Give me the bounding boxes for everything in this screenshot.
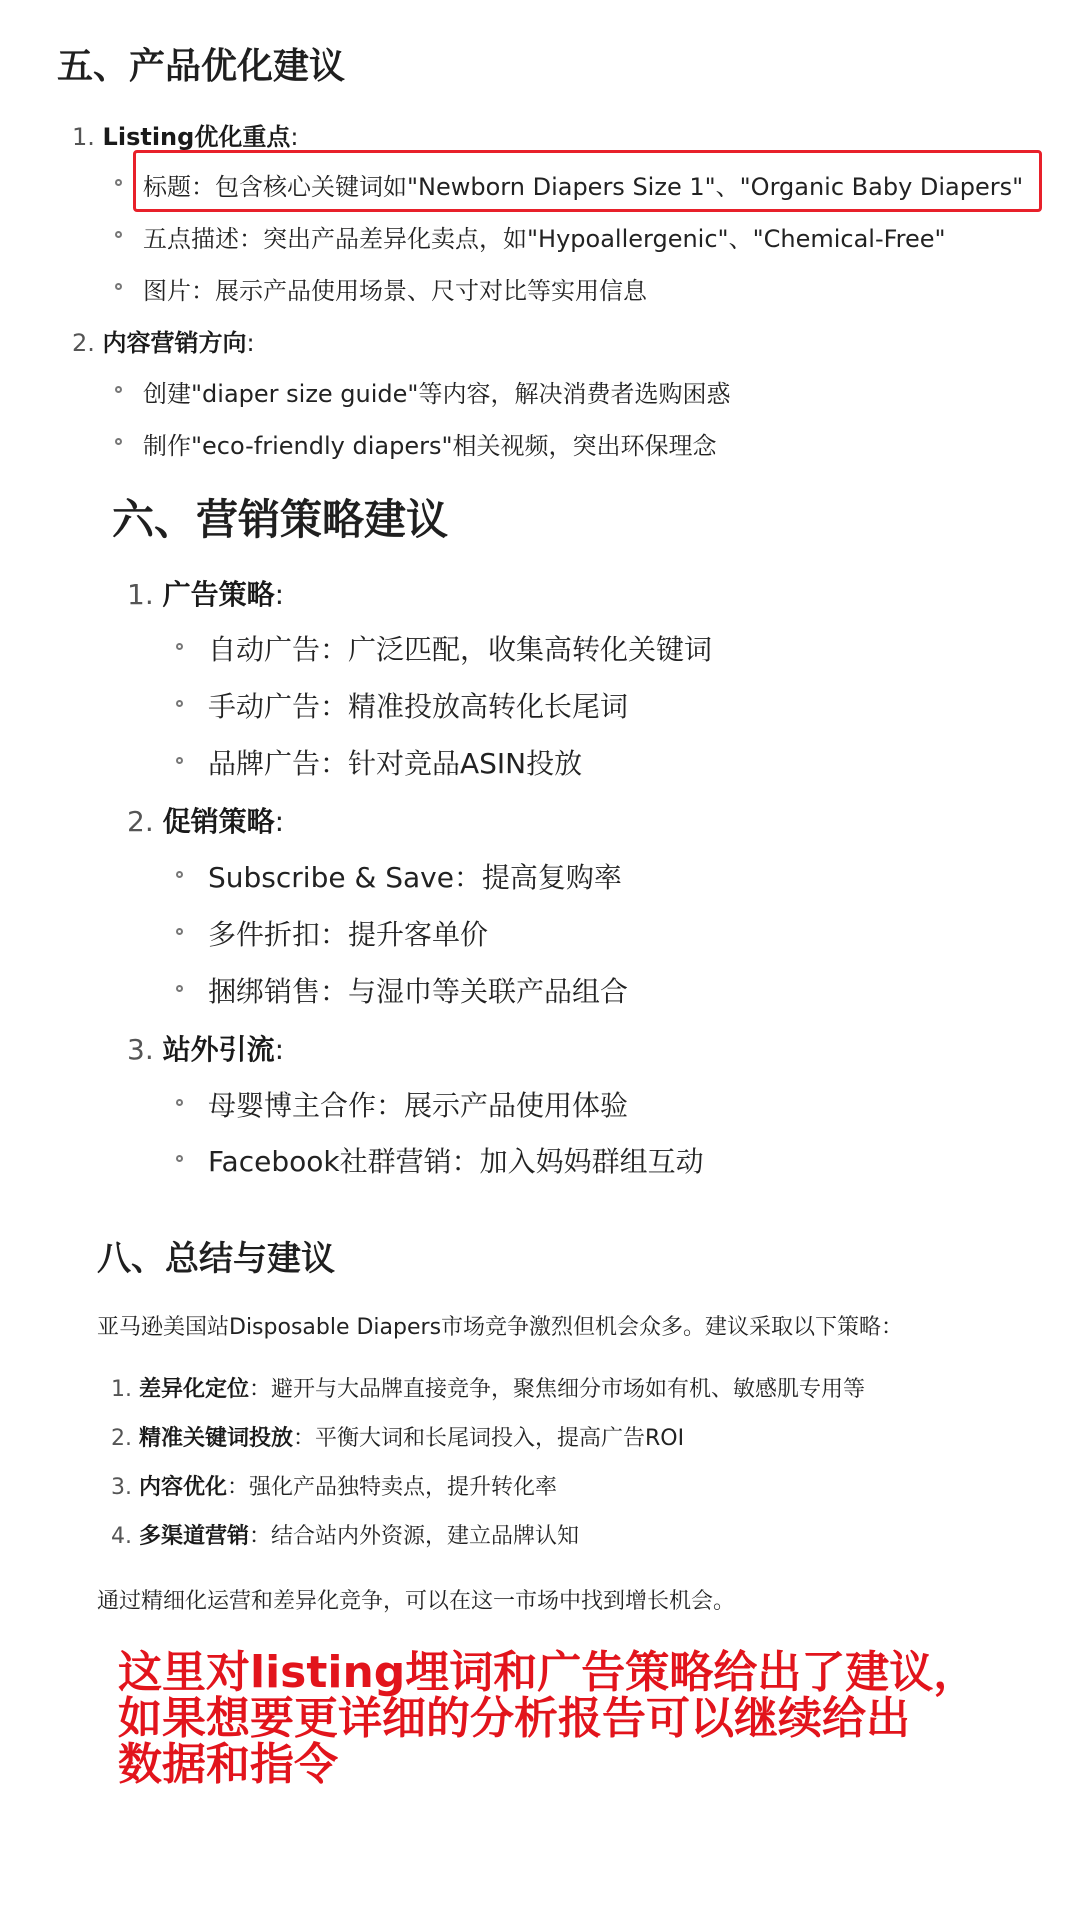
item-label: 内容优化 (139, 1475, 228, 1500)
section8-conclusion: 通过精细化运营和差异化竞争，可以在这一市场中找到增长机会。 (97, 1589, 736, 1614)
section5-item-2: 2. 内容营销方向: (72, 329, 255, 357)
annotation-line: 如果想要更详细的分析报告可以继续给出 (118, 1693, 910, 1744)
list-item: 捆绑销售：与湿巾等关联产品组合 (208, 975, 629, 1008)
list-item: 1. 差异化定位：避开与大品牌直接竞争，聚焦细分市场如有机、敏感肌专用等 (111, 1377, 866, 1402)
bullet-icon (176, 757, 183, 764)
section5-item-1: 1. Listing优化重点: (72, 123, 299, 151)
list-item: 母婴博主合作：展示产品使用体验 (208, 1089, 629, 1122)
annotation-line: 数据和指令 (118, 1739, 338, 1790)
bullet-icon (176, 985, 183, 992)
item-label: Listing优化重点 (102, 123, 291, 151)
item-number: 2. (127, 805, 154, 838)
bullet-icon (176, 1099, 183, 1106)
bullet-icon (115, 231, 122, 238)
item-label: 内容营销方向 (102, 329, 247, 357)
list-item: 4. 多渠道营销：结合站内外资源，建立品牌认知 (111, 1524, 580, 1549)
item-number: 3. (127, 1033, 154, 1066)
item-label: 精准关键词投放 (139, 1426, 294, 1451)
list-item: 自动广告：广泛匹配，收集高转化关键词 (208, 633, 713, 666)
bullet-icon (176, 928, 183, 935)
section6-title: 六、营销策略建议 (112, 495, 449, 544)
list-item: Subscribe & Save：提高复购率 (208, 861, 622, 894)
annotation-note (118, 1647, 1018, 1790)
item-label: 促销策略 (162, 805, 275, 838)
list-item: 图片：展示产品使用场景、尺寸对比等实用信息 (143, 277, 647, 305)
list-item: 多件折扣：提升客单价 (208, 918, 489, 951)
list-item: 手动广告：精准投放高转化长尾词 (208, 690, 629, 723)
section6-item-2: 2. 促销策略: (127, 805, 285, 838)
item-label: 差异化定位 (139, 1377, 250, 1402)
highlight-box (133, 150, 1042, 212)
list-item: 2. 精准关键词投放：平衡大词和长尾词投入，提高广告ROI (111, 1426, 685, 1451)
annotation-line: 这里对listing埋词和广告策略给出了建议， (118, 1647, 978, 1698)
item-number: 1. (127, 578, 154, 611)
section8-intro: 亚马逊美国站Disposable Diapers市场竞争激烈但机会众多。建议采取以下策略： (97, 1315, 904, 1340)
section5-title: 五、产品优化建议 (57, 46, 346, 87)
item-label: 站外引流 (162, 1033, 275, 1066)
item-number: 2. (72, 329, 95, 357)
list-item: 标题：包含核心关键词如"Newborn Diapers Size 1"、"Organic Baby Diapers" (143, 173, 1024, 201)
bullet-icon (176, 700, 183, 707)
bullet-icon (176, 871, 183, 878)
list-item: 3. 内容优化：强化产品独特卖点，提升转化率 (111, 1475, 558, 1500)
section8-title: 八、总结与建议 (97, 1239, 335, 1279)
bullet-icon (176, 1155, 183, 1162)
section6-item-3: 3. 站外引流: (127, 1033, 285, 1066)
list-item: 制作"eco-friendly diapers"相关视频，突出环保理念 (143, 432, 717, 460)
bullet-icon (115, 438, 122, 445)
bullet-icon (176, 643, 183, 650)
section6-item-1: 1. 广告策略: (127, 578, 285, 611)
list-item: 品牌广告：针对竞品ASIN投放 (208, 747, 583, 780)
list-item: 创建"diaper size guide"等内容，解决消费者选购困惑 (143, 380, 731, 408)
item-number: 1. (72, 123, 95, 151)
bullet-icon (115, 179, 122, 186)
bullet-icon (115, 386, 122, 393)
list-item: Facebook社群营销：加入妈妈群组互动 (208, 1145, 704, 1178)
list-item: 五点描述：突出产品差异化卖点，如"Hypoallergenic"、"Chemical-Free" (143, 225, 946, 253)
item-label: 多渠道营销 (139, 1524, 250, 1549)
bullet-icon (115, 283, 122, 290)
item-label: 广告策略 (162, 578, 275, 611)
